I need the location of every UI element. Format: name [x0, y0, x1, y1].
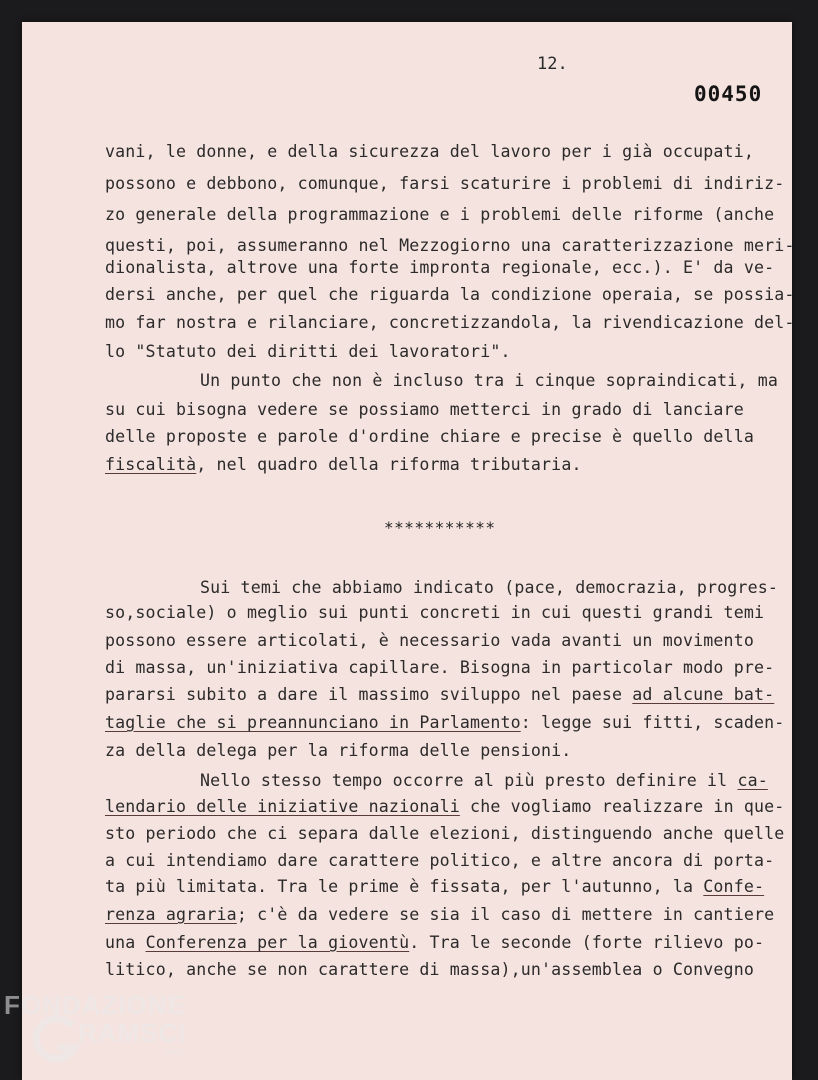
text-line: mo far nostra e rilanciare, concretizzandola, la rivendicazione del-	[105, 313, 795, 332]
text-line	[105, 713, 784, 732]
underlined-phrase: Confe-	[703, 877, 765, 896]
text-segment: ta più limitata. Tra le prime è fissata, per l'autunno, la	[105, 877, 704, 896]
text-segment: una	[105, 933, 146, 952]
text-line: Un punto che non è incluso tra i cinque sopraindicati, ma	[200, 371, 778, 390]
text-line: possono essere articolati, è necessario vada avanti un movimento	[105, 631, 754, 650]
text-line: di massa, un'iniziativa capillare. Bisogna in particolar modo pre-	[105, 658, 775, 677]
document-code: 00450	[694, 82, 763, 106]
fondazione-gramsci-watermark	[4, 990, 204, 1070]
text-line: sto periodo che ci separa dalle elezioni, distinguendo anche quelle	[105, 824, 785, 843]
text-line: questi, poi, assumeranno nel Mezzogiorno una caratterizzazione meri-	[105, 236, 795, 255]
page-number: 12.	[537, 54, 568, 74]
text-line: lo "Statuto dei diritti dei lavoratori".	[105, 342, 511, 361]
text-line: Sui temi che abbiamo indicato (pace, democrazia, progres-	[200, 578, 778, 597]
text-segment: , nel quadro della riforma tributaria.	[196, 455, 582, 474]
text-segment: ; c'è da vedere se sia il caso di mettere in cantiere	[236, 905, 775, 924]
watermark-sub: onlus	[164, 1048, 184, 1057]
text-segment: pararsi subito a dare il massimo sviluppo nel paese	[105, 685, 633, 704]
text-line	[105, 933, 764, 952]
text-segment: : legge sui fitti, scaden-	[520, 713, 785, 732]
text-line: dionalista, altrove una forte impronta regionale, ecc.). E' da ve-	[105, 258, 775, 277]
text-segment: Nello stesso tempo occorre al più presto definire il	[200, 771, 738, 790]
watermark-line1: FONDAZIONE	[4, 990, 186, 1020]
text-line	[105, 905, 774, 924]
gramsci-g-logo-icon	[32, 1014, 80, 1066]
text-line: a cui intendiamo dare carattere politico, e altre ancora di porta-	[105, 851, 775, 870]
underlined-phrase: taglie che si preannunciano in Parlamento	[105, 713, 521, 732]
text-line	[105, 685, 774, 704]
text-line: so,sociale) o meglio sui punti concreti in cui questi grandi temi	[105, 603, 765, 622]
text-line	[200, 771, 768, 790]
text-line: possono e debbono, comunque, farsi scaturire i problemi di indiriz-	[105, 174, 785, 193]
underlined-phrase: ca-	[737, 771, 768, 790]
underlined-phrase: ad alcune bat-	[632, 685, 775, 704]
text-line	[105, 797, 784, 816]
text-line: dersi anche, per quel che riguarda la condizione operaia, se possia-	[105, 285, 795, 304]
text-line: delle proposte e parole d'ordine chiare e precise è quello della	[105, 427, 754, 446]
text-line: zo generale della programmazione e i problemi delle riforme (anche	[105, 205, 775, 224]
text-line: za della delega per la riforma delle pensioni.	[105, 741, 572, 760]
text-line: litico, anche se non carattere di massa),un'assemblea o Convegno	[105, 960, 754, 979]
section-separator: ***********	[384, 518, 496, 537]
underlined-phrase: Conferenza per la gioventù	[145, 933, 410, 952]
text-segment: . Tra le seconde (forte rilievo po-	[409, 933, 765, 952]
text-line: vani, le donne, e della sicurezza del lavoro per i già occupati,	[105, 142, 754, 161]
text-segment: che vogliamo realizzare in que-	[459, 797, 785, 816]
underlined-phrase: renza agraria	[105, 905, 237, 924]
text-line	[105, 877, 764, 896]
text-line: su cui bisogna vedere se possiamo metterci in grado di lanciare	[105, 400, 744, 419]
underlined-phrase: fiscalità	[105, 455, 197, 474]
watermark-line2: RAMSCI	[78, 1018, 187, 1048]
text-line	[105, 455, 582, 474]
underlined-phrase: lendario delle iniziative nazionali	[105, 797, 460, 816]
